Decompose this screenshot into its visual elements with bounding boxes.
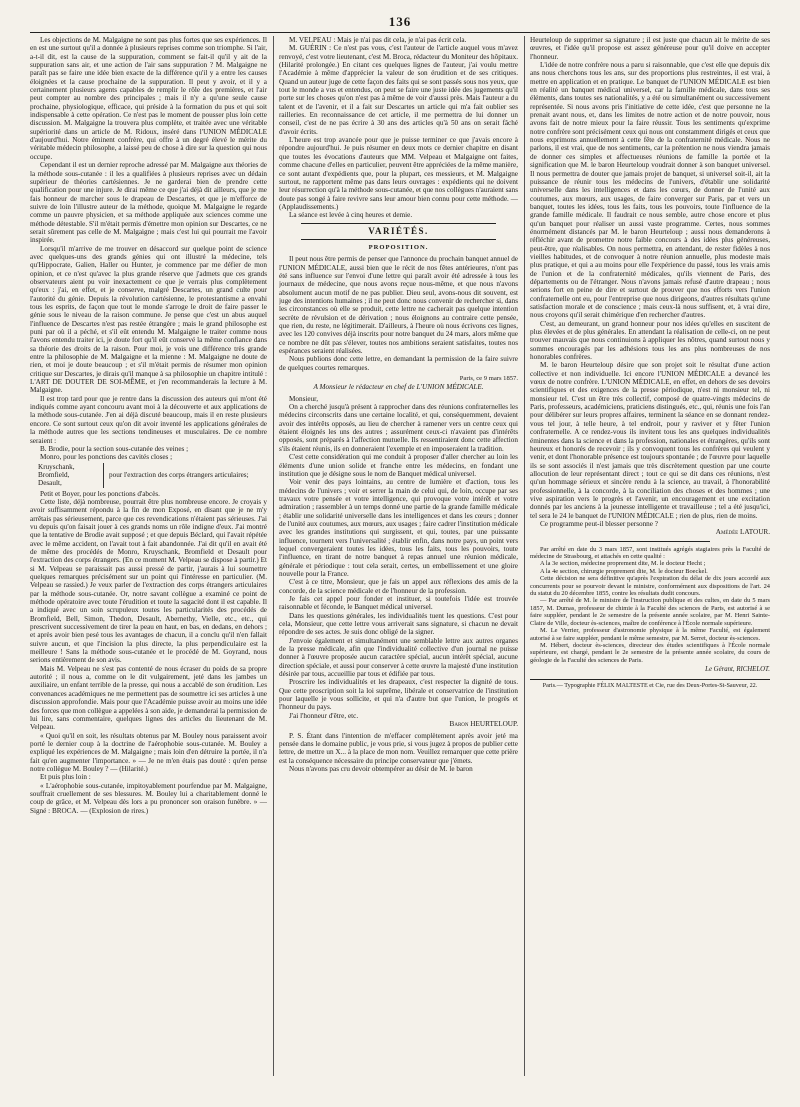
- letter-dateline: Paris, ce 9 mars 1857.: [459, 375, 518, 383]
- paragraph: « Quoi qu'il en soit, les résultats obtenus par M. Bouley nous paraissent avoir porté le dernier coup à la doctrine de l'aérophobie sous-cutanée. M. Bouley a expliqué les expériences de M. Malgaigne ; mais loin d'en détruire la portée, il n'a fait qu'en augmenter l'importance. » — Je ne m'en étais pas douté : qu'en pense notre collègue M. Bouley ? — (Hilarité.): [30, 731, 267, 773]
- postscript: P. S. Étant dans l'intention de m'effacer complètement après avoir jeté ma pensée dans le domaine public, je vous prie, si vous jugez à propos de publier cette lettre, de mettre un X... à la place de mon nom. Veuillez remarquer que cette prière est la conséquence nécessaire du principe conservateur que j'émets.: [279, 731, 518, 765]
- letter-signature: Baron HEURTELOUP.: [449, 720, 518, 729]
- news-item: A la 4e section, chirurgie proprement dite, M. le docteur Boeckel.: [540, 567, 708, 575]
- paragraph: Nous publions donc cette lettre, en demandant la permission de la faire suivre de quelques courtes remarques.: [279, 355, 518, 372]
- paragraph: Petit et Boyer, pour les ponctions d'abcès.: [40, 489, 160, 498]
- paragraph: Cependant il est un dernier reproche adressé par M. Malgaigne aux théories de la méthode sous-cutanée : il les a qualifiées à plusieurs reprises avec un dédain supérieur de théories cartésiennes. Je ne garderai bien de prendre cette qualification pour une injure. Je dirai même ce que j'ai déjà dit ailleurs, que je me fais honneur de marcher sous le drapeau de Descartes, et que je m'efforce de suivre de loin l'illustre auteur de la méthode, quoique M. Malgaigne le regarde comme un pauvre physicien, et sa méthode appliquée aux sciences comme une méthode détestable. S'il m'était permis d'émettre mon opinion sur Descartes, ce ne serait sûrement pas celle de M. Malgaigne ; mais c'est lui qui pourrait me l'avoir inspirée.: [30, 161, 267, 245]
- paragraph: Voir venir des pays lointains, au centre de lumière et d'action, tous les médecins de l'univers ; voir et serrer la main de celui qui, de loin, occupe par ses travaux votre pensée et votre intelligence, qui provoque votre intérêt et votre admiration ; rassembler à un temps donné une partie de la grande famille médicale ; établir une solidarité universelle dans les intelligences et dans les cœurs ; donner de l'unité aux coutumes, aux mœurs, aux usages ; faire cadrer l'institution médicale avec les grandes institutions qui surgissent, et qui, toutes, par une puissante influence, tournent vers l'universalité ; établir enfin, dans notre pays, un point vers lequel convergeraient toutes les idées, tous les faits, tous les pouvoirs, toute l'influence, en tirant de notre banquet à repas annuel une réunion médicale, générale et périodique : tout cela serait, certes, un embellissement et une gloire nouvelle pour la France.: [279, 478, 518, 578]
- author-brace-list: [38, 463, 267, 488]
- paragraph: Ce programme peut-il blesser personne ?: [540, 519, 658, 528]
- section-title: VARIÉTÉS.: [368, 225, 429, 236]
- header-rule: [30, 32, 770, 33]
- gerant-signature: Le Gérant, RICHELOT.: [705, 666, 770, 674]
- section-rule: [301, 223, 496, 224]
- paragraph: Je fais cet appel pour fonder et instituer, si toutefois l'idée est trouvée raisonnable et féconde, le Banquet médical universel.: [279, 595, 518, 612]
- paragraph: J'envoie également et simultanément une semblable lettre aux autres organes de la presse médicale, afin que l'individualité collective d'un journal ne puisse donner à l'œuvre proposée aucun caractère spécial, aucun intérêt spécial, aucune direction spéciale, et aussi pour conserver à cette œuvre la majesté d'une institution désirée par tous, accueillie par tous et édifiée par tous.: [279, 636, 518, 679]
- news-item: — Par arrêté de M. le ministre de l'instruction publique et des cultes, en date du 5 mars 1857, M. Dumas, professeur de chimie à la Faculté des sciences de Paris, est autorisé à se faire suppléer, pendant le 2e semestre de la présente année scolaire, par M. Henri Sainte-Claire de Ville, docteur ès-sciences, maître de conférence à l'École normale supérieure.: [530, 597, 770, 627]
- news-item: Par arrêté en date du 3 mars 1857, sont institués agrégés stagiaires près la Faculté de médecine de Strasbourg, et attachés en cette qualité :: [530, 545, 770, 561]
- paragraph: Monro, pour les ponctions des cavités closes ;: [40, 453, 173, 462]
- list-item: Bromfield,: [38, 470, 70, 479]
- paragraph: Proscrire les individualités et les drapeaux, c'est respecter la dignité de tous. Que cette proscription soit la loi suprême, libérale et conservatrice de l'institution pour laquelle je vous sollicite, et qui n'a d'autre but que l'union, le progrès et l'honneur du pays.: [279, 678, 518, 712]
- paragraph: La séance est levée à cinq heures et demie.: [289, 211, 413, 220]
- footer-rule: [530, 679, 770, 680]
- paragraph: L'idée de notre confrère nous a paru si raisonnable, que c'est elle que depuis dix ans nous cherchons tous les ans, sur des proportions plus restreintes, il est vrai, à mettre en application et en pratique. Le banquet de l'UNION MÉDICALE est bien en réalité un banquet médical universel, car la famille médicale, dans tous ses éléments, dans toutes ses nationalités, y a été ou simultanément ou successivement représentée. Si nous avons pris l'initiative de cette idée, c'est que personne ne la prenait avant nous, et, dans les limites de notre action et de notre pouvoir, nous avons fait de notre mieux pour la faire réussir. Tous les sentiments qu'exprime notre confrère sont précisément ceux qui nous ont constamment dirigés et ceux que nous exprimons annuellement à cette fête de la confraternité médicale. Nous ne parlons, il est vrai, que de nos sentiments, car la prétention ne nous viendra jamais de donner ces simples et affectueuses réunions de famille la portée et la signification que M. le baron Heurteloup voudrait donner à son banquet universel. Il nous permettra de douter que jamais projet de banquet, si universel soit-il, ait la puissance de réunir tous les médecins de l'univers, d'établir une solidarité universelle dans les intelligences et dans les cœurs, de donner de l'unité aux coutumes, aux mœurs, aux usages, de faire converger sur Paris, par et vers un banquet, toutes les idées, tous les faits, tous les pouvoirs, toute l'influence de la grande famille médicale. Il faudrait ce nous semble, autre chose encore et plus qu'un banquet pour réaliser un aussi vaste programme. Certes, nous sommes énormément distancés par M. le baron Heurteloup ; aussi nous demanderons à réfléchir avant de promettre notre faible concours à des idées plus généreuses, peut-être, que réalisables. On nous permettra, en attendant, de rester fidèles à nos vieilles habitudes, et de convoquer à notre réunion annuelle, plus modeste mais plus pratique, et qui a au moins pour elle l'expérience du passé, tous les vrais amis de l'union et de la confraternité médicales, qu'ils viennent de Paris, des départements ou de l'étranger. Nous n'avons jamais refusé d'autre drapeau ; nous serions fort en peine de dire et surtout de prouver que nos efforts vers l'union confraternelle ont eu, pour l'entreprise que nous dirigeons, d'autres résultats qu'une satisfaction morale et de conscience ; mais ceux-là nous suffisent, et, à vrai dire, nous croyons qu'il serait chimérique d'en rechercher d'autres.: [530, 61, 770, 320]
- section-rule: [301, 239, 496, 240]
- paragraph: C'est à ce titre, Monsieur, que je fais un appel aux réflexions des amis de la concorde, de la science médicale et de l'honneur de la profession.: [279, 578, 518, 595]
- paragraph: Dans les questions générales, les individualités tuent les questions. C'est pour cela, Monsieur, que cette lettre vous arriverait sans signature, si chacun ne devait répondre de ses actes. Je suis donc obligé de la signer.: [279, 611, 518, 637]
- news-item: M. Le Verrier, professeur d'astronomie physique à la même Faculté, est également autorisé à se faire suppléer, pendant le même semestre, par M. Serret, docteur ès-sciences.: [530, 627, 770, 642]
- printer-line: Paris.— Typographie FÉLIX MALTESTE et Cie, rue des Deux-Portes-St-Sauveur, 22.: [542, 682, 758, 690]
- divider: [590, 541, 710, 542]
- paragraph: Cette liste, déjà nombreuse, pourrait être plus nombreuse encore. Je croyais y avoir suffisamment répondu à la fin de mon Exposé, en disant que je ne m'y arrêtais pas sérieusement, parce que ces revendications n'étaient pas sérieuses. J'ai vu depuis qu'on faisait jouer à ces grands noms un rôle indigne d'eux. J'ai montré que la tentative de Brodie avait supposé ; et que depuis Béclard, qui l'avait répétée avec le même accident, on l'avait tout à fait abandonnée. J'ai dit qu'il en avait été de même des procédés de Monro, Kruyschank, Bromfield et Desault pour l'extraction des corps étrangers. (En ce moment M. Velpeau se dispose à partir.) Et si M. Velpeau se paraissait pas aussi pressé de partir, j'aurais à lui soumettre quelques remarques précisément sur un point qui l'intéresse en particulier. (M. Velpeau se rassied.) Je veux parler de l'extraction des corps étrangers articulaires par la méthode sous-cutanée. Or, notre savant collègue a examiné ce point de méthode opératoire avec toute l'érudition et toute la sagacité dont il est capable. Il a indiqué avec un soin scrupuleux toutes les particularités des procédés de Bromfield, Bell, Simon, Thedon, Desault, Abernethy, Vielle, etc., etc., qui prescrivent successivement de tirer la peau en haut, en bas, en dedans, en dehors ; et après avoir bien pesé tous les avantages de chacun, il a conclu qu'il n'en fallait suivre aucun, et que l'incision la plus directe, la plus perpendiculaire est la meilleure ! Sans la méthode sous-cutanée et le procédé de M. Goyrand, nous serions entièrement de son avis.: [30, 497, 267, 665]
- list-item: Desault,: [38, 479, 62, 488]
- paragraph: Heurteloup de supprimer sa signature ; il est juste que chacun ait le mérite de ses œuvres, et l'idée qu'il propose est assez généreuse pour qu'il doive en accepter l'honneur.: [530, 36, 770, 61]
- list-item: Kruyschank,: [38, 462, 75, 471]
- news-item: A la 3e section, médecine proprement dite, M. le docteur Hecht ;: [540, 560, 706, 568]
- news-item: M. Hébert, docteur ès-sciences, directeur des études scientifiques à l'École normale supérieure, est chargé, pendant le 2e semestre de la présente année scolaire, du cours de géologie de la Faculté des sciences de Paris.: [530, 641, 770, 664]
- paragraph: M. le baron Heurteloup désire que son projet soit le résultat d'une action collective et non individuelle. Ici encore l'UNION MÉDICALE a devancé les vœux de notre confrère. L'UNION MÉDICALE, en effet, en dehors de ses devoirs scientifiques et des exigences de la presse périodique, n'est ni monsieur tel, ni monsieur tel. C'est un être très collectif, composé de quatre-vingts médecins de Paris, professeurs, académiciens, praticiens distingués, etc., qui, réunis une fois l'an pour délibérer sur leurs propres affaires, terminent la séance en se donnant rendez-vous tel jour, à telle heure, à tel endroit, pour y raviver et y fêter l'union confraternelle. A ce rendez-vous ils invitent tous les ans quelques individualités éminentes dans la science et dans la profession, nationales et étrangères, qu'ils sont heureux et honorés de recevoir ; ils y convoquent tous les confrères qui veulent y venir, et dont l'honorable présence est toujours spontanée ; de l'œuvre pour laquelle ils se sont associés il n'est jamais que très discrètement question par une courte allocution de leur représentant direct ; tout ce qui se dit dans ces réunions, n'est qu'un hommage sérieux et sincère rendu à la science, au travail, à l'honorabilité professionnelle, à la concorde, à la conciliation des choses et des hommes ; une vive aspiration vers le progrès et l'avenir, un encouragement et une excitation donnés par les anciens à la jeunesse intelligente et travailleuse ; tel a été jusqu'ici, tel sera le 24 le banquet de l'UNION MÉDICALE ; rien de plus, rien de moins.: [530, 361, 770, 520]
- column-separator: [273, 36, 274, 1076]
- paragraph: L'heure est trop avancée pour que je puisse terminer ce que j'avais encore à répondre aujourd'hui. Je puis résumer en deux mots ce dernier chapitre en disant que toutes les évocations d'auteurs que MM. Velpeau et Malgaigne ont faites, comme chacune d'elles en particulier, peuvent être appréciées de la même manière, ce sont autant d'expédients que, pour la plupart, ces messieurs, et M. Malgaigne surtout, ne rapportent même pas dans leurs ouvrages : expédients qui ne doivent leur résurrection qu'à la méthode sous-cutanée, et que nos collègues n'auraient sans doute pas songé à faire revivre sans leur amour bien connu pour cette méthode. — (Applaudissements.): [279, 136, 518, 211]
- paragraph: Les objections de M. Malgaigne ne sont pas plus fortes que ses expériences. Il en est une surtout qu'il a donnée à plusieurs reprises comme son triomphe. Si l'air, a-t-il dit, est la cause de la suppuration, comment se fait-il qu'il y ait de la suppuration sans air, et une action de l'air sans suppuration ? M. Malgaigne ne paraît pas se faire une idée bien exacte de la différence qu'il y a entre les causes éloignées et la cause prochaine de la suppuration. Il peut y avoir, et il y a certainement plusieurs agents capables de remplir le rôle des premières, et l'air peut compter au nombre des principales ; mais il n'y a qu'une seule cause prochaine, physiologique, efficace, qui préside à la formation du pus et qui soit indispensable à cette opération. Ce n'est pas le moment de pousser plus loin cette discussion. M. Malgaigne la trouvera plus complète, et traitée avec une véritable supériorité dans un article de M. Ridoux, inséré dans l'UNION MÉDICALE d'aujourd'hui. Notre éminent confrère, qui offre à un degré élevé le mérite du véritable médecin philosophe, a laissé peu de chose à dire sur la question qui nous occupe.: [30, 36, 267, 161]
- letter-salutation: Monsieur,: [289, 394, 319, 403]
- paragraph: M. VELPEAU : Mais je n'ai pas dit cela, je n'ai pas écrit cela.: [289, 36, 467, 44]
- paragraph: B. Brodie, pour la section sous-cutanée des veines ;: [40, 444, 189, 453]
- paragraph: « L'aérophobie sous-cutanée, impitoyablement pourfendue par M. Malgaigne, souffrait cruellement de ses blessures. M. Bouley lui a charitablement donné le coup de grâce, et M. Velpeau dès lors a pu prononcer son oraison funèbre. » — Signé : BROCA. — (Explosion de rires.): [30, 781, 267, 815]
- paragraph: Lorsqu'il m'arrive de me trouver en désaccord sur quelque point de science avec quelques-uns des grands génies qui ont illustré la médecine, tels qu'Hippocrate, Galien, Haller ou Hunter, je commence par me défier de mon opinion, et ce n'est qu'avec la plus grande réserve que j'admets que ces grands observateurs aient pu voir inexactement ce que je verrais plus complètement qu'eux : j'ai, en effet, et je conserve, malgré Descartes, un grand culte pour l'autorité du génie. Depuis la révolution cartésienne, le protestantisme a envahi tous les esprits, de façon que tout le monde s'arroge le droit de faire passer le génie sous le niveau de la raison commune. Je pense que c'est un abus auquel l'influence de Descartes n'est pas restée étrangère ; mais le grand philosophe est puni par où il a péché, et s'il eût entendu M. Malgaigne le traiter comme nous l'avons entendu traiter ici, je doute fort qu'il eût conservé la même confiance dans sa théorie des droits de la raison. Pour moi, je vois une différence très grande entre la philosophie de M. Malgaigne et la mienne : M. Malgaigne ne doute de rien, et moi je doute beaucoup ; et s'il m'était permis de résumer mon opinion critique sur Descartes, je dirais qu'il manque à sa philosophie un chapitre intitulé : L'ART DE DOUTER DE SOI-MÊME, et j'en recommanderais la lecture à M. Malgaigne.: [30, 244, 267, 395]
- paragraph: M. GUÉRIN : Ce n'est pas vous, c'est l'auteur de l'article auquel vous m'avez renvoyé, c'est votre lieutenant, c'est M. Broca, rédacteur du Moniteur des hôpitaux. (Hilarité prolongée.) En citant ces quelques lignes de l'auteur, j'ai voulu mettre l'Académie à même d'apprécier la valeur de son érudition et de ses critiques. Quand un auteur juge de cette façon des faits qui se sont passés sous nos yeux, que tout le monde a vus et entendus, on peut se faire une juste idée des jugements qu'il porte sur les choses qu'on n'est pas à même de voir d'aussi près. Mais l'auteur a du talent et de l'avenir, et il a fait sur Descartes un article qui m'a fait oublier ses railleries. En reconnaissance de cet article, il me permettra de lui donner un conseil, c'est de ne pas écrire à 30 ans des articles qu'à 50 ans on serait fâché d'avoir écrits.: [279, 44, 518, 136]
- paragraph: Il peut nous être permis de penser que l'annonce du prochain banquet annuel de l'UNION MÉDICALE, aussi bien que le récit de nos fêtes antérieures, n'ont pas été sans influence sur l'envoi d'une lettre qui paraît avoir été adressée à tous les journaux de médecine, que nous avons reçue nous-même, et que nous n'avons absolument aucun motif de ne pas publier. Dieu seul, avons-nous dit souvent, est juge des intentions humaines ; il ne peut donc nous convenir de rechercher si, dans les circonstances où elle se produit, cette lettre ne cacherait pas quelque intention secrète de révulsion et de dérivation ; nous éloignons au contraire cette pensée, que rien, du reste, ne légitimerait. D'ailleurs, à l'heure où nous écrivons ces lignes, avec les 120 convives déjà inscrits pour notre banquet du 24 mars, alors même que ce nombre ne dût pas s'élever, toutes nos ambitions seraient satisfaites, toutes nos espérances seraient réalisées.: [279, 255, 518, 356]
- letter-address: A Monsieur le rédacteur en chef de L'UNION MÉDICALE.: [313, 383, 484, 392]
- column-separator: [524, 36, 525, 1076]
- paragraph: On a cherché jusqu'à présent à rapprocher dans des réunions confraternelles les médecins circonscrits dans une certaine localité, et qui, conséquemment, devaient avoir des intérêts opposés, au lieu de chercher à ramener vers un centre ceux qui étaient éloignés les uns des autres ; assurément ceux-ci n'avaient pas d'intérêts opposés, sont préparés à l'affection mutuelle. Ils ressentiraient donc cette affection s'ils étaient réunis, ils en donneraient l'exemple et en imposeraient la tradition.: [279, 403, 518, 453]
- paragraph: J'ai l'honneur d'être, etc.: [289, 711, 359, 720]
- paragraph: C'est, au demeurant, un grand honneur pour nos idées qu'elles en suscitent de plus élevées et de plus générales. En attendant la réalisation de celle-ci, on ne peut trouver mauvais que nous continuions à appliquer les nôtres, quand surtout nous y sommes encouragés par les adhésions tous les ans plus nombreuses de nos honorables confrères.: [530, 319, 770, 362]
- paragraph: Nous n'avons pas cru devoir obtempérer au désir de M. le baron: [289, 764, 473, 773]
- article-signature: Amédée LATOUR.: [715, 528, 770, 537]
- middle-column: [279, 36, 518, 1076]
- news-item: Cette décision ne sera définitive qu'après l'expiration du délai de dix jours accordé aux concurrents pour se pourvoir devant le ministre, conformément aux dispositions de l'art. 24 du statut du 20 décembre 1855, contre les résultats dudit concours.: [530, 575, 770, 598]
- brace-label: pour l'extraction des corps étrangers articulaires;: [109, 470, 249, 479]
- left-column: [30, 36, 267, 1076]
- section-subhead: PROPOSITION.: [368, 243, 429, 251]
- paragraph: Et puis plus loin :: [40, 773, 91, 782]
- right-column: [530, 36, 770, 1076]
- paragraph: C'est cette considération qui me conduit à proposer d'aller chercher au loin les éléments d'une union solide et franche entre les médecins, en fondant une institution que je désigne sous le nom de Banquet médical universel.: [279, 453, 518, 478]
- paragraph: Mais M. Velpeau ne s'est pas contenté de nous écraser du poids de sa propre autorité ; il nous a, comme on le dit vulgairement, jeté dans les jambes un auxiliaire, un enfant terrible de la presse, qui nous a accablé de son érudition. Les convenances académiques ne me permettent pas de soumettre ici ses articles à une discussion approfondie. Mais pour que l'Académie puisse avoir au moins une idée des forces que mon collègue a appelées à son aide, je demanderai la permission de lui lire, sans commentaire, quelques lignes des articles du lieutenant de M. Velpeau.: [30, 664, 267, 732]
- paragraph: Il est trop tard pour que je rentre dans la discussion des auteurs qui m'ont été indiqués comme ayant concouru avant moi à la découverte et aux applications de la méthode sous-cutanée. J'en ai déjà discuté beaucoup, mais il en reste plusieurs encore. Ce sont surtout ceux qu'on dit avoir inventé les applications générales de la méthode autres que les sections tendineuses et musculaires. De ce nombre seraient :: [30, 394, 267, 445]
- page-number: 136: [388, 14, 412, 29]
